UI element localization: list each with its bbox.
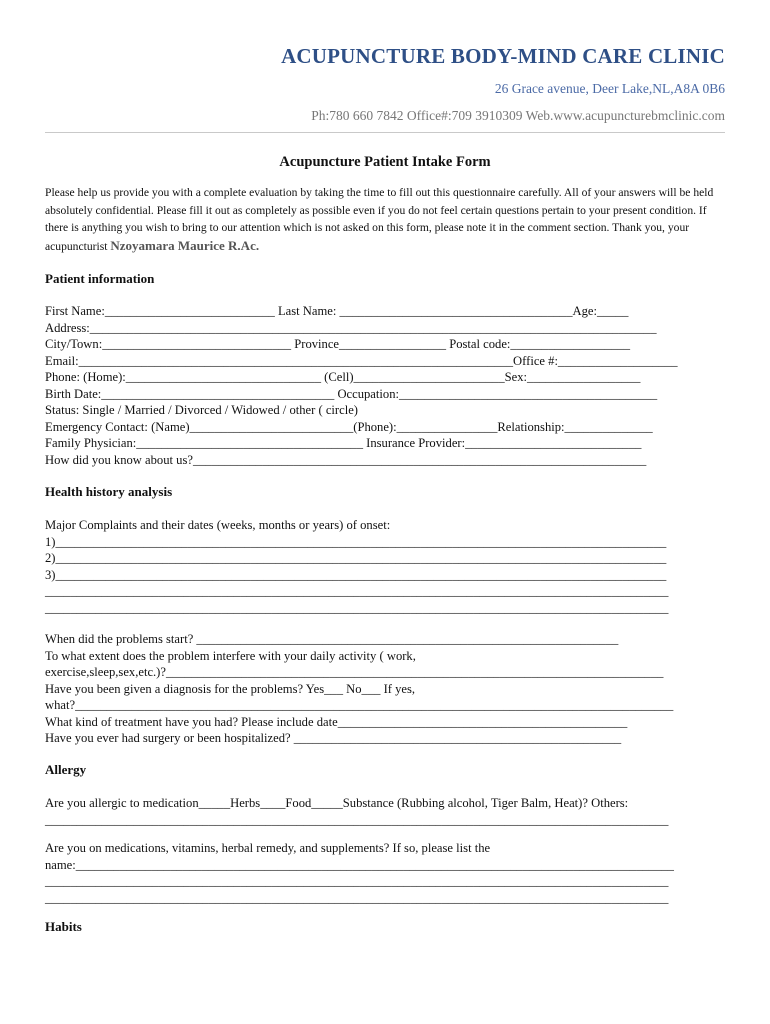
field-name-age[interactable]: First Name:___________________________ Last Name: _____________________________________Age:_____ [45,304,629,318]
field-surgery-history[interactable]: Have you ever had surgery or been hospitalized? ____________________________________________________ [45,731,622,745]
field-diagnosis-yes-no[interactable]: Have you been given a diagnosis for the problems? Yes___ No___ If yes, [45,681,416,696]
field-allergies[interactable]: Are you allergic to medication_____Herbs____Food_____Substance (Rubbing alcohol, Tiger Balm, Heat)? Others: [45,796,629,810]
field-birthdate-occupation[interactable]: Birth Date:_____________________________________ Occupation:_________________________________________ [45,386,658,401]
header-divider [45,132,725,133]
field-marital-status[interactable]: Status: Single / Married / Divorced / Widowed / other ( circle) [45,403,358,417]
field-physician-insurance[interactable]: Family Physician:____________________________________ Insurance Provider:____________________________ [45,436,642,450]
complaint-extra-line-1[interactable]: ___________________________________________________________________________________________________ [45,584,669,598]
section-habits: Habits [45,919,82,934]
complaint-extra-line-2[interactable]: ___________________________________________________________________________________________________ [45,600,669,615]
complaint-line-2[interactable]: 2)_________________________________________________________________________________________________ [45,551,667,565]
field-treatment-history[interactable]: What kind of treatment have you had? Please include date______________________________________________ [45,714,628,729]
form-title: Acupuncture Patient Intake Form [279,154,491,170]
field-phone-sex[interactable]: Phone: (Home):_______________________________ (Cell)________________________Sex:__________________ [45,370,641,384]
practitioner-name: Nzoyamara Maurice R.Ac. [110,237,260,253]
field-referral-source[interactable]: How did you know about us?________________________________________________________________________ [45,452,647,467]
complaint-line-3[interactable]: 3)_________________________________________________________________________________________________ [45,567,667,582]
field-city-province-postal[interactable]: City/Town:______________________________ Province_________________ Postal code:___________________ [45,337,631,351]
section-allergy: Allergy [45,762,87,777]
clinic-name: ACUPUNCTURE BODY-MIND CARE CLINIC [281,44,725,68]
daily-activity-prompt: To what extent does the problem interfere with your daily activity ( work, [45,648,416,663]
field-problem-start[interactable]: When did the problems start? ___________________________________________________________________ [45,632,619,646]
complaint-line-1[interactable]: 1)_________________________________________________________________________________________________ [45,534,667,549]
medications-prompt: Are you on medications, vitamins, herbal remedy, and supplements? If so, please list the [45,841,491,855]
section-health-history: Health history analysis [45,484,173,499]
field-medication-names[interactable]: name:_______________________________________________________________________________________________ [45,857,674,872]
field-email-office[interactable]: Email:_____________________________________________________________________Office #:___________________ [45,353,678,368]
field-diagnosis-what[interactable]: what?_______________________________________________________________________________________________ [45,698,674,712]
section-patient-information: Patient information [45,271,155,286]
field-address[interactable]: Address:__________________________________________________________________________________________ [45,320,657,335]
field-daily-activity[interactable]: exercise,sleep,sex,etc.)?_______________________________________________________________________________ [45,665,664,679]
field-emergency-contact[interactable]: Emergency Contact: (Name)__________________________(Phone):________________Relationship:______________ [45,419,653,434]
allergy-other-line[interactable]: ___________________________________________________________________________________________________ [45,812,669,827]
medication-line-2[interactable]: ___________________________________________________________________________________________________ [45,874,669,888]
intro-paragraph [45,184,730,255]
complaints-prompt: Major Complaints and their dates (weeks, months or years) of onset: [45,518,391,532]
medication-line-3[interactable]: ___________________________________________________________________________________________________ [45,890,669,905]
intro-text: Please help us provide you with a complete evaluation by taking the time to fill out this questionnaire carefully. All of your answers will be held absolutely confidential. Please fill it out as completely as possible even if you do not feel certain questions pertain to your present condition. If there is anything you wish to bring to our attention which is not asked on this form, please note it in the comment section. Thank you, your acupuncturist [45,186,714,253]
clinic-address: 26 Grace avenue, Deer Lake,NL,A8A 0B6 [494,81,725,96]
clinic-contact: Ph:780 660 7842 Office#:709 3910309 Web.www.acupuncturebmclinic.com [311,108,725,123]
